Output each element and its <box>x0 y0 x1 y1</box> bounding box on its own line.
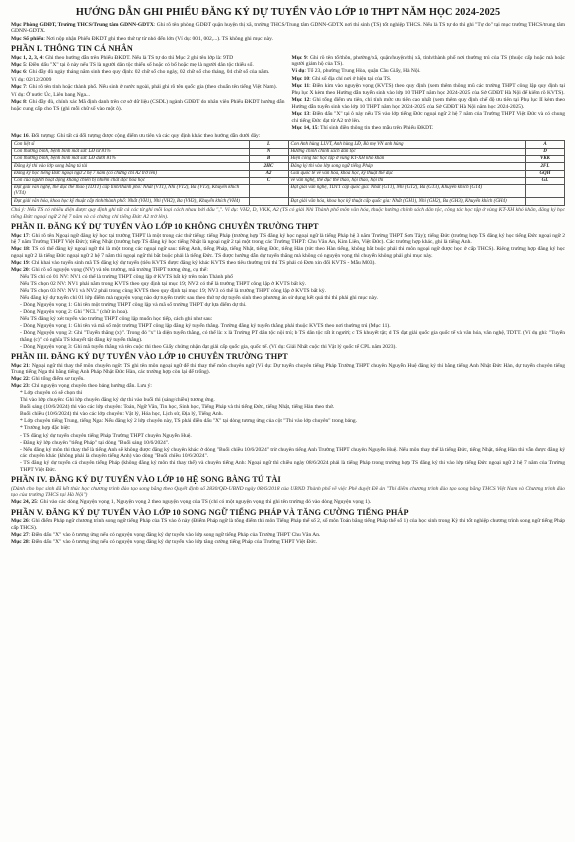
guide-item-text: : Ghi rõ tên Ngoại ngữ đăng ký học tại trường THPT là một trong các thứ tiếng: tiếng Pháp (trường hợp TS đăng ký học ngoại ngữ là tiếng Pháp hệ 3 năm Trường THPT Sơn Tây); tiếng Đức (trường hợp TS đăng ký học tiếng Đức ngoại ngữ 2 hệ 7 năm Trường THPT Việt Đức); tiếng Nhật (trường hợp TS đăng ký học tiếng Nhật là ngoại ngữ 2 tại một trong các Trường THPT: Chu Văn An, Kim Liên, Việt Đức). Các trường hợp khác, ghi là tiếng Anh. <box>11 232 565 246</box>
guide-item <box>11 309 565 315</box>
guide-item <box>11 425 565 431</box>
code-cell: A2 <box>249 170 288 177</box>
guide-item-text: : TS có thể đăng ký ngoại ngữ thi là một trong các ngoại ngữ sau: tiếng Anh, tiếng Pháp, tiếng Nhật, tiếng Đức, tiếng Hàn (tức theo Hàn tiếng, không bắt buộc phải thi môn ngoại ngữ được học ở cấp THCS). Riêng trường hợp đăng ký học ngoại ngữ 2 là tiếng Đức ngoại ngữ 2 hệ 7 năm thì ngoại ngữ thi bắt buộc phải là tiếng Đức. TS được hướng dẫn dự tuyển thẳng mà không có nguyện vọng thì chuyển không phải ghi mục này. <box>11 246 565 259</box>
guide-item-text: : Ghi tổng điểm sơ tuyển. <box>28 376 85 383</box>
guide-item <box>11 486 565 499</box>
guide-item-text: * Lớp chuyên tiếng Trung, tiếng Nga: Nếu đăng ký 2 lớp chuyên này, TS phải điền dấu "X" tại dòng tương ứng của cột "Thi vào lớp chuyên" trong bảng. <box>20 418 357 425</box>
guide-item-label: Mục 11 <box>291 83 310 90</box>
guide-item <box>11 330 565 343</box>
guide-item <box>11 36 565 42</box>
guide-item <box>11 62 285 68</box>
guide-item-label: Mục 18 <box>11 246 29 253</box>
description-cell: Đạt giải văn nghệ, thể dục thể thao (TDTT) cấp tỉnh/thành phố: Nhất (VT1), Nhì (VT2), Ba (VT3), Khuyến khích (VT4) <box>12 185 250 198</box>
guide-item-text: Buổi chiều (10/6/2024) thi vào các lớp chuyên: Vật lý, Hóa học, Lịch sử, Địa lý, Tiếng Anh. <box>20 411 223 418</box>
guide-item-label: Mục 9 <box>291 54 307 61</box>
guide-item <box>11 404 565 410</box>
guide-item <box>11 92 285 98</box>
guide-item-text: - TS đăng ký dự tuyển chuyên tiếng Pháp Trường THPT chuyên Nguyễn Huệ. <box>20 432 192 439</box>
guide-item-label: Mục 12 <box>291 97 310 104</box>
description-cell: Giải quốc tế về văn hóa, khoa học, kỹ thuật thể dục <box>288 170 526 177</box>
code-cell <box>526 198 565 205</box>
guide-item-label: Ví dụ <box>291 68 305 75</box>
guide-item <box>11 376 565 382</box>
guide-item <box>11 281 565 287</box>
section-4-heading: PHẦN IV. ĐĂNG KÝ DỰ TUYỂN VÀO LỚP 10 HỆ SONG BẰNG TÚ TÀI <box>11 475 281 485</box>
guide-item <box>11 302 565 308</box>
code-table-row <box>12 170 565 177</box>
guide-item-label: Mục 5 <box>11 62 26 68</box>
guide-item-text: Ví dụ: 02/12/2009 <box>11 76 52 83</box>
guide-item-label: Mục 23 <box>11 383 29 390</box>
guide-item <box>292 55 566 68</box>
guide-item-text: : Nơi nộp nhận Phiếu ĐKDT ghi theo thứ tự từ nhỏ đến lớn (Ví dụ: 001, 002,...). TS không ghi mục này. <box>43 35 273 42</box>
guide-item <box>11 460 565 473</box>
code-cell: 2FL <box>526 163 565 170</box>
code-table-row <box>12 163 565 170</box>
guide-item <box>292 111 566 124</box>
code-cell: A <box>526 141 565 148</box>
code-cell <box>249 198 288 205</box>
code-table-row <box>12 141 565 148</box>
code-table-row <box>12 148 565 155</box>
guide-item <box>11 344 565 350</box>
guide-item-text: : Điền dấu "X" vào ô tương ứng nếu có nguyện vọng đăng ký dự tuyển vào lớp tăng cường tiếng Pháp của Trường THPT Việt Đức. <box>28 538 318 545</box>
section-3-body <box>11 363 565 473</box>
guide-item <box>292 76 566 82</box>
guide-item <box>292 97 566 110</box>
guide-item-text: : Ghi tổng điểm ưu tiên, chỉ tính mức ưu tiên cao nhất (xem thêm quy định chế độ ưu tiên tại Phụ lục II kèm theo Hướng dẫn tuyển sinh vào lớp 10 THPT năm học 2024-2025 của Sở GDĐT Hà Nội năm học 2024-2025). <box>291 97 565 110</box>
guide-item-label: Mục 22 <box>11 376 29 383</box>
code-cell: D <box>526 148 565 155</box>
description-cell: Con thương binh, bệnh binh mất sức LĐ từ 81% <box>12 148 250 155</box>
guide-item-text: Nếu TS đăng ký xét tuyển vào trường THPT công lập muốn học tiếp, cách ghi như sau: <box>20 316 213 323</box>
guide-item-label: Mục 17 <box>11 232 29 239</box>
code-cell: 2HC <box>249 163 288 170</box>
description-cell: Con của người hoạt động kháng chiến bị nhiễm chất độc hóa học <box>12 177 250 184</box>
description-cell: Con liệt sĩ <box>12 141 250 148</box>
guide-item-text: - Dòng Nguyện vọng 1: Ghi tên một trường THPT công lập và mã số trường THPT dự lựa điểm dự thi. <box>20 301 247 308</box>
guide-item-text: : Điền dấu "X" tại ô này nếu TS là người dân tộc thiểu số hoặc có bố hoặc mẹ là người dân tộc thiểu số. <box>25 62 254 68</box>
code-cell: B <box>249 156 288 163</box>
document-title: HƯỚNG DẪN GHI PHIẾU ĐĂNG KÝ DỰ TUYỂN VÀO LỚP 10 THPT NĂM HỌC 2024-2025 <box>75 7 501 18</box>
guide-item <box>11 77 285 83</box>
guide-item-text: - Đăng ký lớp chuyên "tiếng Pháp" tại dòng "Buổi sáng 10/6/2024". <box>20 439 170 446</box>
section-1-right-column <box>292 55 566 133</box>
guide-item <box>292 125 566 131</box>
description-cell: về văn nghệ, thể dục thể thao, hội thao, hội thi <box>288 177 526 184</box>
guide-item-text: Nếu TS chọn 03 NV: NV1 và NV2 phải trong cùng KVTS theo quy định tại mục 19; NV3 có thể là trường THPT công lập ở KVTS bất kỳ. <box>20 287 326 294</box>
code-table-row <box>12 185 565 198</box>
guide-item <box>11 274 565 280</box>
guide-item <box>292 68 566 74</box>
guide-item <box>11 84 285 90</box>
guide-item-label: Mục 14, 15 <box>291 125 318 132</box>
guide-item-label: Mục 21 <box>11 362 29 369</box>
guide-item-label: Mục 10 <box>291 75 310 82</box>
guide-item <box>11 233 565 246</box>
intro-block <box>11 22 565 42</box>
guide-item <box>11 383 565 389</box>
guide-item <box>11 433 565 439</box>
guide-item <box>11 363 565 376</box>
guide-item <box>11 260 565 266</box>
guide-item-text: : Tổ 23, phường Trung Hòa, quận Cầu Giấy, Hà Nội. <box>304 68 421 75</box>
guide-item-text: : Chỉ khai vào tuyển sinh mã TS đăng ký dự tuyển (tiêu KVTS được đăng ký khác KVTS theo tiêu thường trú thì TS phải có Đơn xin đổi KVTS - Mẫu M03). <box>28 259 376 266</box>
guide-item <box>11 397 565 403</box>
guide-item <box>11 418 565 424</box>
guide-item <box>11 499 565 505</box>
guide-item <box>11 288 565 294</box>
description-cell: Đăng ký học tiếng Đức ngoại ngữ 2 hệ 7 năm (có chứng chỉ A2 trở lên) <box>12 170 250 177</box>
section-5-body <box>11 518 565 545</box>
guide-item-text: Buổi sáng (10/6/2024) thi vào các lớp chuyên: Toán, Ngữ Văn, Tin học, Sinh học, Tiếng Pháp và thi tiếng Đức, tiếng Nhật, tiếng Hàn theo thứ. <box>20 404 335 411</box>
code-cell: GL <box>526 177 565 184</box>
description-cell: Hướng chính chính sách dân tộc <box>288 148 526 155</box>
guide-item-text: * Lớp chuyên có sẽ chọn thi <box>20 390 83 397</box>
guide-item <box>11 411 565 417</box>
description-cell: Đạt giải văn hóa, khoa học kỹ thuật cấp quốc gia: Nhất (GH1), Nhì (GH2), Ba (GH3), Khuyến khích (GH4) <box>288 198 526 205</box>
guide-item-text: : Ghi đầy đủ, chính xác Mã định danh trên cơ sở dữ liệu (CSDL) ngành GDĐT do nhân viên Phiếu ĐKDT hướng dẫn hoặc cung cấp cho TS (ghi mỗi chữ số vào một ô). <box>11 99 285 112</box>
code-cell <box>249 185 288 198</box>
guide-item-label: Mục 7 <box>11 84 26 91</box>
guide-item-text: - Dòng Nguyện vọng 2: Ghi "Tuyển thẳng (x)". Trong đó "x" là diện tuyển thẳng, có thể là: x là Trường PT dân tộc nội trú; b TS dân tộc rất ít người; c TS khuyết tật; d TS đạt giải quốc gia quốc tế và văn hóa, văn nghệ, TDTT. (Ví dụ ghi: "Tuyển thẳng (c)" có nghĩa TS khuyết tật đăng ký tuyển thẳng). <box>20 330 565 343</box>
section-2-heading: PHẦN II. ĐĂNG KÝ DỰ TUYỂN VÀO LỚP 10 KHÔNG CHUYÊN TRƯỜNG THPT <box>11 222 319 232</box>
guide-item-text: : Ghi đầy đủ ngày tháng năm sinh theo quy định: 02 chữ số cho ngày, 02 chữ số cho tháng, 04 chữ số của năm. <box>25 69 270 76</box>
code-cell <box>526 185 565 198</box>
guide-item-text: Ví dụ: Ở nước Úc, Liên bang Nga... <box>11 91 91 98</box>
guide-item <box>11 246 565 259</box>
guide-item <box>11 22 565 35</box>
item-16-text: . Đối tượng: Ghi tất cả đối tượng được cộng điểm ưu tiên và các quy định khác theo hướng dẫn dưới đây: <box>28 132 261 139</box>
item-16-label: Mục 16 <box>11 132 29 139</box>
description-cell: Con thương binh, bệnh binh mất sức LĐ dưới 81% <box>12 156 250 163</box>
guide-item-label: Mục 19 <box>11 259 29 266</box>
guide-item-text: : Ghi rõ tên tổ/thôn, phường/xã, quận/huyện/thị xã, tỉnh/thành phố nơi thường trú của TS (thuộc cấp hoặc mà hoặc người giám hộ của TS). <box>291 54 565 67</box>
guide-item-text: (Dành cho học sinh đã kết thúc học chương trình đào tạo song bằng theo Quyết định số 2830/QĐ-UBND ngày 08/6/2018 của UBND Thành phố về việc Phê duyệt Đề án "Thí điểm chương trình đào tạo song bằng THCS Việt Nam và Chương trình đào tạo của trường THCS tại Hà Nội") <box>11 485 565 499</box>
guide-item-text: : Ghi theo hướng dẫn trên Phiếu ĐKDT. Nếu là TS tự do thì Mục 2 ghi tên lớp là: 9TD <box>42 54 234 61</box>
guide-item-text: - Dòng Nguyện vọng 1: Ghi tên và mã số một trường THPT công lập đăng ký tuyển thẳng. Trường đăng ký tuyển thẳng phải thuộc KVTS theo nơi thường trú (Mục 11). <box>20 323 391 330</box>
guide-item-text: Thi vào lớp chuyên: Ghi lớp chuyên đăng ký dự thi vào buổi thi (sáng/chiều) tương ứng. <box>20 397 215 404</box>
guide-item <box>11 447 565 460</box>
description-cell: Đăng ký thi vào lớp song bằng tú tài <box>12 163 250 170</box>
guide-item-text: : Ghi rõ số nguyện vọng (NV) và tên trường, mã trường THPT tương ứng, cụ thể: <box>28 266 208 273</box>
code-cell: VKK <box>526 156 565 163</box>
code-table-row <box>12 177 565 184</box>
guide-item-label: Mục 8 <box>11 99 26 106</box>
guide-item-label: Mục 26 <box>11 518 29 525</box>
guide-item-label: Mục 27 <box>11 531 29 538</box>
guide-item <box>11 295 565 301</box>
guide-item-text: - Nếu đăng ký môn thi thay thế là tiếng Anh sẽ không được đăng ký chuyên khác ở dòng "Buổi chiều 10/6/2024" trừ chuyên tiếng Anh Trường THPT chuyên Nguyễn Huệ. Nếu môn thay thế là tiếng Đức, tiếng Nhật, tiếng Hàn thì vẫn được đăng ký các chuyên khác (không phải là chuyên tiếng Anh) vào dòng "Buổi chiều 10/6/2024". <box>20 446 565 460</box>
guide-item-text: Nếu đăng ký dự tuyển chỉ 01 lớp điểm mà nguyện vọng nào dự tuyển trước sau theo thứ tự dự tuyển sinh theo phương án sử dụng kết quả thi thì phải ghi mục này. <box>20 294 378 301</box>
section-1-left-column <box>11 55 285 133</box>
section-3-heading: PHẦN III. ĐĂNG KÝ DỰ TUYỂN VÀO LỚP 10 CHUYÊN TRƯỜNG THPT <box>11 352 288 362</box>
guide-item <box>11 539 565 545</box>
guide-item-text: : Thí sinh điền thông tin theo mẫu trên Phiếu ĐKDT. <box>317 125 434 132</box>
description-cell: Hiện công tác học tập ở vùng KT-XH khó khăn <box>288 156 526 163</box>
section-5-heading: PHẦN V. ĐĂNG KÝ DỰ TUYỂN VÀO LỚP 10 SONG NGỮ TIẾNG PHÁP VÀ TĂNG CƯỜNG TIẾNG PHÁP <box>11 507 409 517</box>
guide-item-text: : Chỉ nguyện vọng chuyên theo bảng hướng dẫn. Lưu ý: <box>28 383 152 390</box>
guide-item <box>11 316 565 322</box>
section-2-body <box>11 233 565 350</box>
guide-item-text: : Điền dấu "X" tại ô này nếu TS vào lớp tiếng Đức ngoại ngữ 2 hệ 7 năm của Trường THPT Việt Đức và có chung chỉ tiếng Đức đạt từ A2 trở lên. <box>291 111 565 124</box>
guide-item-text: : Điền dấu "X" vào ô tương ứng nếu có nguyện vọng đăng ký dự tuyển vào lớp song ngữ tiếng Pháp của Trường THPT Chu Văn An. <box>28 531 321 538</box>
item-16 <box>11 133 565 139</box>
guide-item-text: : Ghi vào các dòng Nguyện vọng 1, Nguyện vọng 2 theo nguyện vọng của TS (chỉ có một nguyện vọng thì ghi tên trường đó vào dòng Nguyện vọng 1). <box>36 499 372 506</box>
guide-item-text: : Ghi số địa chỉ nơi ở hiện tại của TS. <box>309 75 392 82</box>
code-cell: GQH <box>526 170 565 177</box>
guide-item-text: Nếu TS chỉ có 01 NV: NV1 có thể là trường THPT công lập ở KVTS bất kỳ trên toàn Thành phố <box>20 273 233 280</box>
guide-item-label: Mục 13 <box>291 111 310 118</box>
description-cell: Đạt giải văn nghệ, TDTT cấp quốc gia: Nhất (GT1), Nhì (GT2), Ba (GT3), Khuyến khích (GT4) <box>288 185 526 198</box>
guide-item <box>292 83 566 96</box>
guide-item-text: : Ghi rõ tên tỉnh hoặc thành phố. Nếu sinh ở nước ngoài, phải ghi rõ tên quốc gia (theo chuẩn tên tiếng Việt Nam). <box>25 84 277 91</box>
section-1-note: Chú ý: Nếu TS có nhiều diện được quy định ghi tất cả các từ ghi mỗi loại cách nhau bởi dấu ",". Ví dụ: VH2, D, VKK, A2 (TS có giải Nhì Thành phố môn văn hóa, thuộc hướng chính sách dân tộc, công tác học tập ở vùng KT-XH khó khăn, đăng ký học tiếng Đức ngoại ngữ 2 hệ 7 năm và có chứng chỉ tiếng Đức A2 trở lên). <box>11 207 565 220</box>
guide-item <box>11 390 565 396</box>
description-cell: Con Anh hùng LLVT, Anh hùng LĐ, Bà mẹ VN anh hùng <box>288 141 526 148</box>
guide-item <box>11 323 565 329</box>
guide-item-text: Nếu TS chọn 02 NV: NV1 phải nằm trong KVTS theo quy định tại mục 19; NV2 có thể là trường THPT công lập ở KVTS bất kỳ. <box>20 280 307 287</box>
code-table-row <box>12 198 565 205</box>
description-cell: Đăng ký thi vào lớp song ngữ tiếng Pháp <box>288 163 526 170</box>
guide-item-label: Mục 20 <box>11 266 29 273</box>
guide-item-label: Mục 28 <box>11 538 29 545</box>
code-cell: C <box>249 177 288 184</box>
guide-item-label: Mục Số phiếu <box>11 35 44 42</box>
guide-item-label: Mục Phòng GDĐT, Trường THCS/Trung tâm GDNN-GDTX <box>11 22 154 28</box>
code-cell: N <box>249 148 288 155</box>
section-4-body <box>11 486 565 506</box>
guide-item-text: : Ghi rõ tên phòng GDĐT quận huyện thị xã, trường THCS/Trung tâm GDNN-GDTX nơi thí sinh (TS) tốt nghiệp THCS. Nếu là TS tự do thì ghi "Tự do" tại mục trường THCS/trung tâm GDNN-GDTX. <box>11 22 565 35</box>
guide-item <box>11 69 285 75</box>
guide-item-text: - Dòng Nguyện vọng 3: Ghi mã tuyển thẳng và tên cuộc thi theo Giấy chứng nhận đạt giải cấp quốc gia, quốc tế. (Ví dụ: Giải Nhất cuộc thi Vật lý quốc tế CPL năm 2023). <box>20 343 397 350</box>
priority-code-table <box>11 140 565 205</box>
description-cell: Đạt giải văn hóa, khoa học kỹ thuật cấp tỉnh/thành phố: Nhất (VH1), Nhì (VH2), Ba (VH3), Khuyến khích (VH4) <box>12 198 250 205</box>
guide-item <box>11 99 285 112</box>
guide-item <box>11 440 565 446</box>
guide-item-text: - Dòng Nguyện vọng 2: Ghi "NCL" (chữ in hoa). <box>20 308 129 315</box>
guide-item <box>11 518 565 531</box>
guide-item-label: Mục 24, 25 <box>11 499 37 506</box>
guide-item <box>11 267 565 273</box>
guide-item-text: : Điền kim vào nguyện vọng (KVTS) theo quy định (xem thêm thông mũ các trường THPT công lập quy định tại Phụ lục X kèm theo Hướng dẫn tuyển sinh vào lớp 10 THPT năm học 2024-2025 của Sở GDĐT Hà Nội để kiểm rõ KVTS). <box>291 83 565 96</box>
guide-item-label: Mục 1, 2, 3, 4 <box>11 54 43 61</box>
guide-item-text: * Trường hợp đặc biệt: <box>20 425 71 432</box>
guide-item <box>11 532 565 538</box>
code-table-row <box>12 156 565 163</box>
guide-item <box>11 55 285 61</box>
section-1-heading: PHẦN I. THÔNG TIN CÁ NHÂN <box>11 43 133 53</box>
code-cell: L <box>249 141 288 148</box>
guide-item-text: - TS đăng ký dự tuyển cả chuyên tiếng Pháp (không đăng ký môn thi thay thế) và chuyên tiếng Anh: Ngoại ngữ thì chiều ngày 08/6/2024 phải là tiếng Pháp trong trường hợp TS đăng ký thi vào lớp tiếng Đức ngoại ngữ 2 hệ 7 năm của Trường THPT Việt Đức. <box>20 460 565 473</box>
guide-item-text: : Ngoại ngữ thi thay thế môn chuyên ngữ: TS ghi tên môn ngoại ngữ để thi thay thế môn chuyên ngữ (Ví dụ: Dự tuyển chuyên tiếng Pháp Trường THPT chuyên Nguyễn Huệ đăng ký thi bằng tiếng Anh Nhật Đức Hàn, dự tuyển chuyên tiếng Trung tiếng Nga thi bằng tiếng Anh Pháp Nhật Đức Hàn, các trường hợp còn lại để trống). <box>11 362 565 376</box>
guide-item-label: Mục 6 <box>11 69 26 76</box>
guide-item-text: : Ghi điểm Pháp ngữ chương trình song ngữ tiếng Pháp của TS vào ô này (Điểm Pháp ngữ là tổng điểm thi môn Tiếng Pháp thể số 2, số môn Toán bằng tiếng Pháp thể số 1) của học sinh trong Kỳ thi tốt nghiệp chương trình song ngữ tiếng Pháp cấp THCS). <box>11 518 565 531</box>
section-1-columns <box>11 55 565 133</box>
